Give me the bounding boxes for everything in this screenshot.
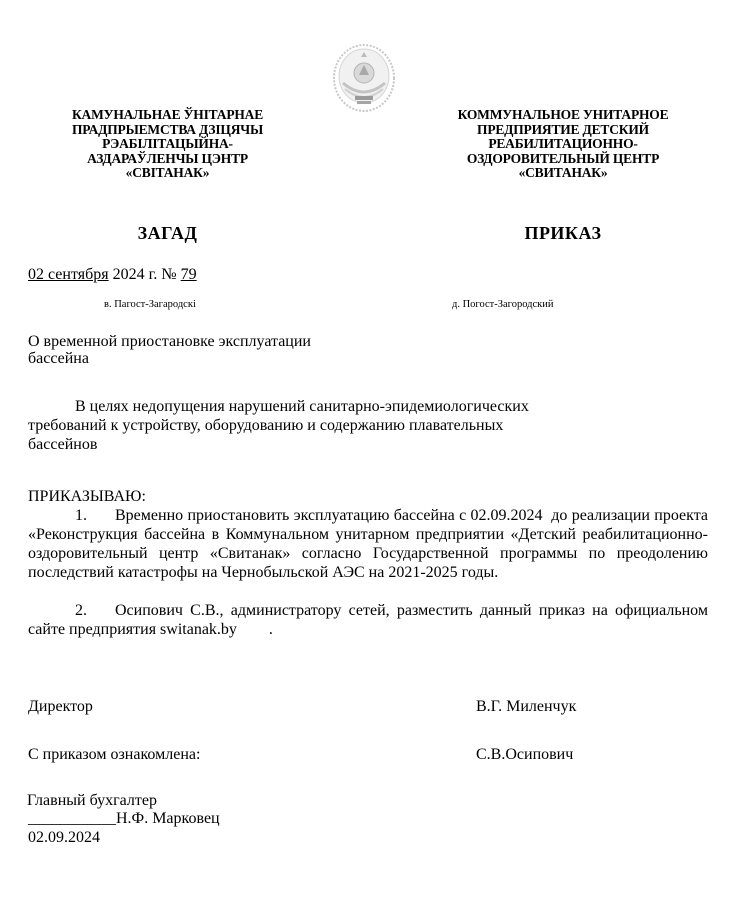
org-name-line: ОЗДОРОВИТЕЛЬНЫЙ ЦЕНТР: [466, 150, 660, 166]
subject-line: О временной приостановке эксплуатации: [28, 333, 311, 350]
accountant-date: 02.09.2024: [28, 829, 100, 846]
org-name-line: РЭАБІЛІТАЦЫЙНА-: [102, 136, 233, 151]
item-text: Осипович С.В., администратору сетей, разместить данный приказ на официальном сайте предприятия switanak.by .: [28, 602, 712, 638]
accountant-name: Н.Ф. Марковец: [116, 810, 220, 827]
preamble-line: В целях недопущения нарушений санитарно-эпидемиологических: [75, 398, 529, 415]
org-name-line: «СВИТАНАК»: [518, 165, 608, 180]
org-name-belarusian: [30, 108, 305, 181]
item-number: 2.: [75, 602, 87, 619]
accountant-label: Главный бухгалтер: [27, 792, 157, 809]
place-russian: д. Погост-Загородский: [452, 299, 554, 310]
order-year-number-label: 2024 г. №: [108, 266, 181, 283]
org-name-line: ПРАДПРЫЕМСТВА ДЗІЦЯЧЫ: [71, 121, 264, 137]
doc-type-belarusian: ЗАГАД: [137, 223, 198, 243]
director-name: В.Г. Миленчук: [476, 698, 577, 715]
preamble: [28, 397, 718, 454]
belarus-coat-of-arms-icon: [329, 43, 399, 113]
org-name-russian: [418, 108, 708, 181]
subject-line: бассейна: [28, 350, 89, 367]
place-belarusian: в. Пагост-Загародскі: [104, 299, 196, 310]
org-name-line: КАМУНАЛЬНАЕ ЎНІТАРНАЕ: [71, 107, 264, 122]
preamble-line: требований к устройству, оборудованию и содержанию плавательных: [28, 417, 504, 434]
item-number: 1.: [75, 507, 87, 524]
org-name-line: КОММУНАЛЬНОЕ УНИТАРНОЕ: [457, 107, 669, 122]
order-item-1: [28, 506, 712, 582]
order-item-2: [28, 601, 712, 639]
item-text: Временно приостановить эксплуатацию бассейна с 02.09.2024 до реализации проекта «Реконструкция бассейна в Коммунальном унитарном предприятии «Детский реабилитационно-оздоровительный центр «Свитанак» согласно Государственной программы по преодолению последствий катастрофы на Чернобыльской АЭС на 2021-2025 годы.: [28, 507, 712, 581]
org-name-line: РЕАБИЛИТАЦИОННО-: [488, 136, 638, 151]
order-number: 79: [180, 266, 197, 283]
registration-line: [28, 266, 197, 284]
director-label: Директор: [28, 698, 93, 715]
org-name-line: ПРЕДПРИЯТИЕ ДЕТСКИЙ: [477, 121, 649, 137]
preamble-line: бассейнов: [28, 436, 98, 453]
order-subject: [28, 333, 408, 367]
doc-type-russian: ПРИКАЗ: [524, 223, 602, 243]
signature-line: ___________: [28, 810, 116, 827]
org-name-line: «СВІТАНАК»: [125, 165, 210, 180]
accountant-signature: [28, 810, 220, 828]
order-date: 02 сентября: [28, 266, 109, 283]
acknowledged-label: С приказом ознакомлена:: [28, 746, 201, 763]
acknowledged-name: С.В.Осипович: [476, 746, 574, 763]
org-name-line: АЗДАРАЎЛЕНЧЫ ЦЭНТР: [87, 150, 248, 166]
order-word: ПРИКАЗЫВАЮ:: [28, 488, 146, 505]
